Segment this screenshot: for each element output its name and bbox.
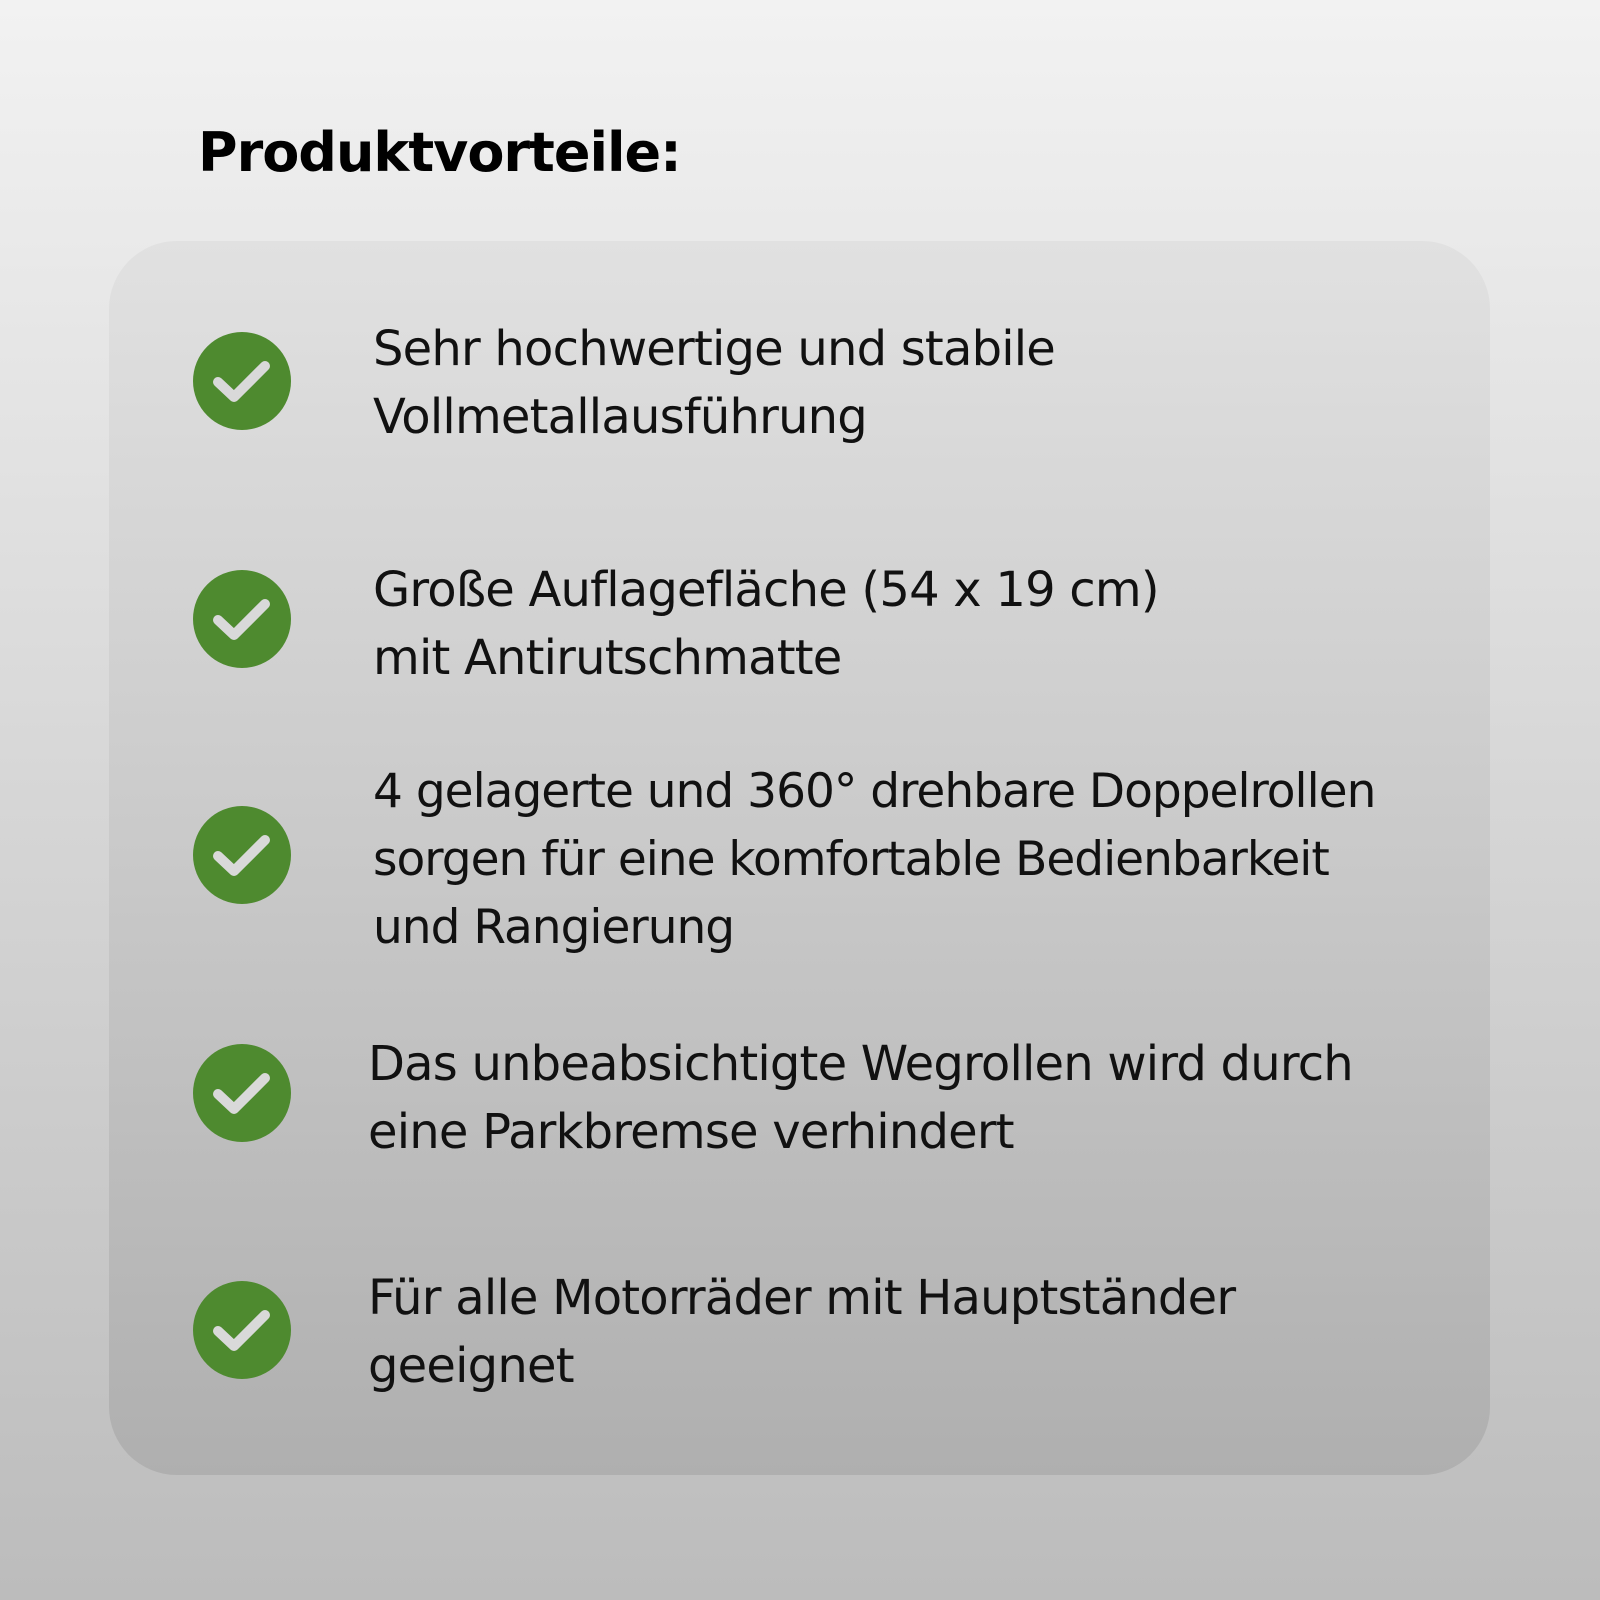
benefit-text [368, 1030, 1448, 1166]
benefit-line: Große Auflagefläche (54 x 19 cm) [373, 562, 1159, 618]
benefit-line: und Rangierung [373, 900, 735, 955]
benefit-text [373, 556, 1453, 692]
benefit-line: Für alle Motorräder mit Hauptständer [368, 1270, 1236, 1326]
check-icon [193, 570, 291, 668]
check-icon [193, 1281, 291, 1379]
benefit-text [368, 1264, 1448, 1400]
benefit-line: mit Antirutschmatte [373, 630, 842, 686]
benefit-line: Vollmetallausführung [373, 389, 867, 445]
benefit-line: Sehr hochwertige und stabile [373, 321, 1056, 377]
check-icon [193, 332, 291, 430]
benefit-text [373, 315, 1453, 451]
benefit-line: geeignet [368, 1338, 574, 1394]
benefit-text [373, 758, 1453, 962]
benefit-line: sorgen für eine komfortable Bedienbarkeit [373, 832, 1329, 887]
check-icon [193, 806, 291, 904]
check-icon [193, 1044, 291, 1142]
benefit-line: eine Parkbremse verhindert [368, 1104, 1014, 1160]
page-title: Produktvorteile: [198, 121, 681, 184]
benefit-line: 4 gelagerte und 360° drehbare Doppelrollen [373, 764, 1376, 819]
benefits-panel [109, 241, 1490, 1475]
benefit-line: Das unbeabsichtigte Wegrollen wird durch [368, 1036, 1353, 1092]
